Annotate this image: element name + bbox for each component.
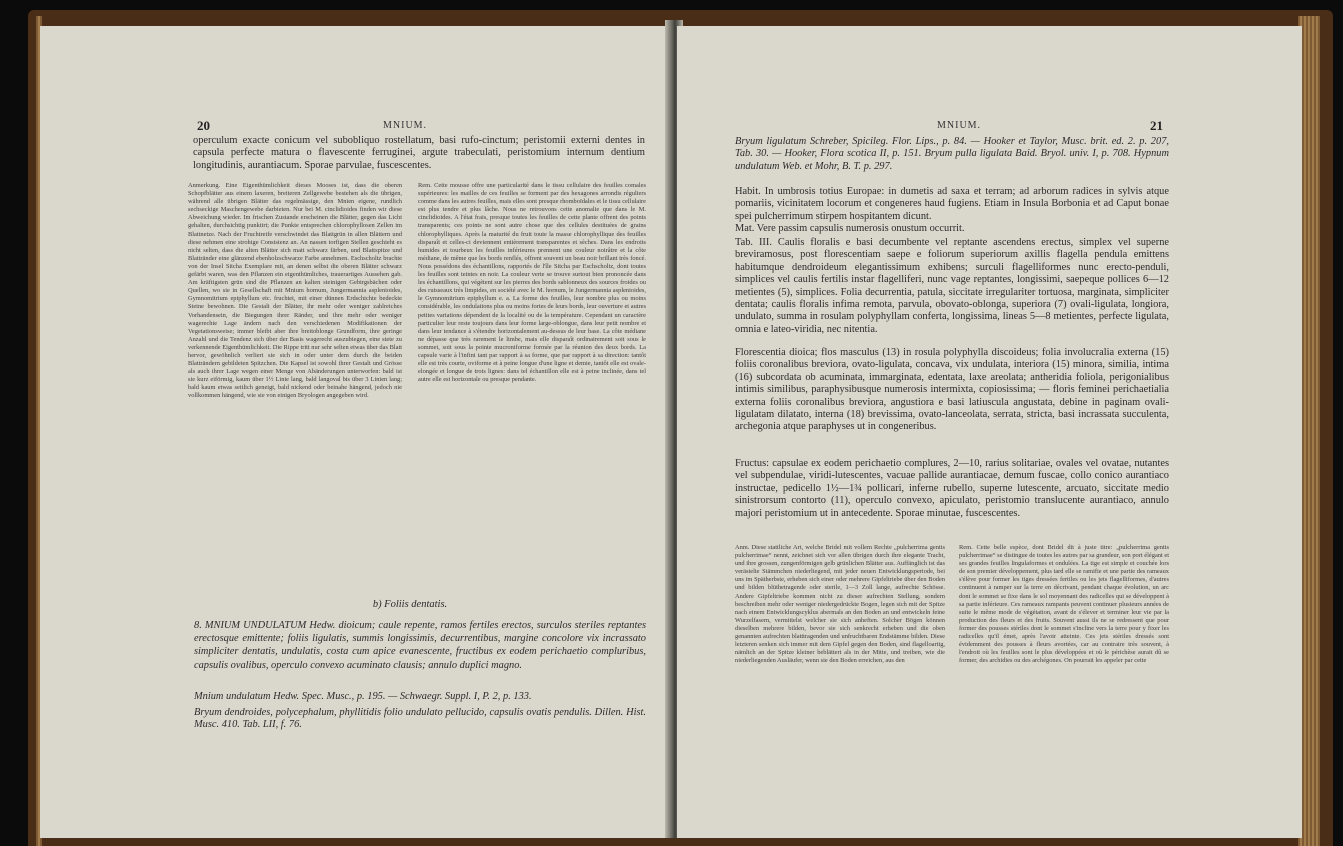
left-page: [40, 26, 671, 838]
left-top-paragraph: operculum exacte conicum vel subobliquo rostellatum, basi rufo-cinctum; peristomii externi dentes in capsula perfecte matura o flavescente ferruginei, argute trabeculati, peristomium internum dentium longitudinis, aurantiacum. Sporae parvulae, fuscescentes.: [193, 135, 645, 171]
species-heading: 8. MNIUM UNDULATUM Hedw. dioicum; caule repente, ramos fertiles erectos, surculos steriles reptantes erectosque emittente; foliis ligulatis, summis longissimis, decurrentibus, margine concolore vix incrassato simpliciter dentatis, undulatis, costa cum apice evanescente, fructibus ex eodem perichaetio compluribus, capsulis ovalibus, operculo convexo acuminato clausis; annulo duplici magno.: [194, 620, 646, 671]
right-french-column: Rem. Cette belle espèce, dont Bridel dit à juste titre: „pulcherrima gentis pulcherrimae“ se distingue de toutes les autres par sa grandeur, son port élégant et ses grandes feuilles lingulaformes et ondulées. La tige est simple et couchée lors de son premier développement, plus tard elle se ramifie et une partie des rameaux s'élève pour former les tiges dressées fertiles ou les jets flagelliformes, d'autres continuent à ramper sur la terre en décrivant, pendant chaque évolution, un arc dont le sommet se fixe dans le sol moyennant des radicelles qui se développent à sa partie inférieure. Ces rameaux rampants peuvent continuer plusieurs années de suite le même mode de végétation, avant de s'élever et terminer leur vie par la production des fleurs et des fruits. Souvent aussi ils ne se redressent que pour former des pousses stériles dont le sommet s'incline vers la terre pour y fixer les radicelles qu'il émet, après l'avoir atteinte. Ces jets stériles dressés sont évidemment des pousses à fleurs avortées, car au contraire très souvent, à l'endroit où les feuilles sont le plus développées et où le périchèse aurait dû se former, des archidies ou des archégones. On pourrait les appeler par cette: [959, 544, 1169, 665]
right-running-head: MNIUM.: [937, 120, 982, 131]
left-synonym-1: Mnium undulatum Hedw. Spec. Musc., p. 195. — Schwaegr. Suppl. I, P. 2, p. 133.: [194, 691, 532, 702]
left-subheading: b) Foliis dentatis.: [372, 599, 448, 610]
right-german-column: Anm. Diese stattliche Art, welche Bridel mit vollem Rechte „pulcherrima gentis pulcherrimae“ nennt, zeichnet sich vor allen übrigen durch ihre elegante Tracht, und ihre grossen, zungenförmigen gelb grünlichen Blätter aus. Auffänglich ist das verästelte Stämmchen niederliegend, mit jeder neuen Entwicklungsperiode, bei uns im Spätherbste, erheben sich einer oder mehrere Gipfeltriebe über den Boden und bilden blüthetragende oder sterile, 1—3 Zoll lange, aufrechte Schösse. Andere Gipfeltriebe kommen nicht zu dieser aufrechten Stellung, sondern beschreiben mehr oder weniger niedergedrückte Bogen, legen sich mit der Spitze nach einem Entwicklungscyklus abermals an den Boden an und entwickeln feine Wurzelfasern, vermittelst welcher sie sich anheften. Solcher Bögen können dieselben mehrere bilden, bevor sie sich senkrecht erheben und die oben genannten aufrechten blatttragenden und unfruchtbaren Endstämme bilden. Diese letzteren senken sich immer mit dem Gipfel gegen den Boden, sind flagelloartig, nämlich an der Spitze kleiner beblättert als in der Mitte, und treiben, wie die niederliegenden Ausläufer, wenn sie den Boden erreichen, aus den: [735, 544, 945, 665]
habit-paragraph: Habit. In umbrosis totius Europae: in dumetis ad saxa et terram; ad arborum radices in sylvis atque pomariis, vicinitatem locorum et congeneres haud fugiens. Etiam in Insula Borbonia et ad Caput bonae spei pulcherrimum stirpem hospitantem dicunt.: [735, 186, 1169, 222]
left-running-head: MNIUM.: [383, 120, 428, 131]
mat-paragraph: Mat. Vere passim capsulis numerosis onustum occurrit.: [735, 223, 965, 234]
tab-paragraph: Tab. III. Caulis floralis e basi decumbente vel reptante ascendens erectus, simplex vel superne breviramosus, post florescentiam saepe e foliorum superiorum axillis flagella pendula emittens habitumque dendroideum elegantissimum exhibens; surculi flagelliformes nunc erecto-penduli, simplices vel caulis fertilis instar flagelliferi, nunc vage reptantes, longissimi, saepeque pollices 6—12 metientes (5), simplices. Folia decurrentia, patula, siccitate irregulariter tortuosa, marginata, simpliciter dentata; caulis floralis infima remota, parvula, obovato-oblonga, superiora (7) ovali-ligulata, longiora, undulato, summa in rosulam polyphyllam conferta, longissima, lineas 5—8 metientes, perfecte ligulata, omnia e lateo-viridia, nec nitentia.: [735, 237, 1169, 335]
left-page-number: 20: [197, 118, 210, 133]
right-page: [677, 26, 1302, 838]
florescentia-paragraph: Florescentia dioica; flos masculus (13) in rosula polyphylla discoideus; folia involucralia externa (15) foliis coronalibus breviora, ovato-ligulata, concava, vix undulata, interiora (15) minora, similia, intima (16) subcordata ob acuminata, immarginata, edentata, laxe areolata; antheridia foliola, perigonialibus intimis similibus, paraphysibusque numerosis intermixta, copiosissima; — floris feminei perichaetialia externa foliis coronalibus breviora, angustiora e basi latiuscula angustata, debine in paginam ovali-ligulatam dilatato, interna (18) brevissima, ovato-lanceolata, serrata, stricta, basi incrassata succulenta, archegonia atque paraphyses ut in congeneribus.: [735, 347, 1169, 433]
fructus-paragraph: Fructus: capsulae ex eodem perichaetio complures, 2—10, rarius solitariae, ovales vel ovatae, nutantes vel subpendulae, viridi-lutescentes, vacuae pallide aurantiacae, demum fuscae, collo conico aurantiaco instructae, pedicello 1½—1¾ pollicari, inferne rubello, superne lutescente, arcuato, siccitate medio sinistrorsum contorto (11), operculo convexo, apiculato, peristomio translucente aurantiaco, annulo majori peristomium ut in antecedente. Sporae minutae, fuscescentes.: [735, 458, 1169, 519]
right-page-number: 21: [1150, 118, 1163, 133]
left-synonym-2: Bryum dendroides, polycephalum, phyllitidis folio undulato pellucido, capsulis ovatis pendulis. Dillen. Hist. Musc. 410. Tab. LII, f. 76.: [194, 707, 646, 731]
left-german-column: Anmerkung. Eine Eigenthümlichkeit dieses Mooses ist, dass die oberen Schopfblätter aus einem laxeren, breiteren Zellgewebe bestehen als die übrigen, während alle übrigen Blätter das regelmässige, den Mnien eigene, rundlich sechseckige Maschengewebe darbieten. Nur bei M. cinclidioides finden wir diese Abweichung wieder. Im frischen Zustande erscheinen die Blätter, gegen das Licht gehalten, durchsichtig punktirt; die Punkte entsprechen chlorophyllosen Zellen im Blattnetze. Nach der Fruchtreife verschwindet das Blattgrün in allen Blättern und diese nehmen eine strohige Consistenz an. An nassen torfigen Stellen geschieht es nicht selten, dass die alten Blätter sich matt schwarz färben, und Blattspitze und Blattränder eine glänzend ebenholzschwarze Farbe annehmen. Eschscholtz brachte von der Insel Sitcha Exemplare mit, an denen selbst die oberen Blätter schwarz gefärbt waren, was den Pflanzen ein eigenthümliches, trauerartiges Aussehen gab. Am kräftigsten grün sind die Pflanzen an kalten steinigen Gebirgsbächen oder Quellen, wo sie in Gesellschaft mit Mnium hornum, Jungermannia asplenioides, Gymnomitrium epiphyllum etc. fruchtet, mit einer dünnen Erdschichte bedeckte Steine bewohnen. Die Gestalt der Blätter, ihr mehr oder weniger zahlreiches Vorhandensein, die Biegungen ihrer Ränder, und ihre mehr oder weniger wagerechte Lage ändern nach den verschiedenen Modifikationen der Vegetationsweise; immer bleibt aber ihre breitoblonge Grundform, ihre geringe Anzahl und die Tendenz sich über der Basis wagerecht auszubiegen, eine stete zu verkennende Eigenthümlichkeit. Die Rippe tritt nur sehr selten etwas über das Blatt hervor, gewöhnlich verliert sie sich in oder unter dem durch die beiden Blatträndern gebildeten Spitzchen. Die Kapsel ist sowohl ihrer Gestalt und Grösse als auch ihrer Lage wegen einer Menge von Abänderungen unterworfen: bald ist sie kurz eiförmig, kaum über 1½ Linie lang, bald langoval bis über 3 Linien lang; bald kaum etwas seitlich geneigt, bald nickend oder beinahe hängend, jedoch nie vollkommen hängend, wie sie von einigen Bryologen angegeben wird.: [188, 182, 402, 400]
right-synonyms: Bryum ligulatum Schreber, Spicileg. Flor. Lips., p. 84. — Hooker et Taylor, Musc. brit. ed. 2. p. 207, Tab. 30. — Hooker, Flora scotica II, p. 151. Bryum pulla ligulata Baid. Bryol. univ. I, p. 708. Hypnum undulatum Web. et Mohr, B. T. p. 297.: [735, 136, 1169, 172]
left-french-column: Rem. Cette mousse offre une particularité dans le tissu cellulaire des feuilles comales supérieures: les mailles de ces feuilles se forment par des hexagones arrondis réguliers comme dans les autres feuilles, mais elles sont presque rhomboïdales et le tissu cellulaire est plus tendre et plus lâche. Nous ne retrouvons cette anomalie que dans le M. cinclidioides. A l'état frais, presque toutes les feuilles de cette plante offrent des points transparents; ces points ne sont autre chose que des cellules destituées de grains chlorophylliques. Après la maturité du fruit toute la masse chlorophyllique des feuilles disparaît et celles-ci deviennent entièrement transparentes et sèches. Dans les endroits humides et tourbeux les feuilles inférieures prennent une couleur noirâtre et la côte médiane, de même que les bords renflés, offrent souvent un beau noir brillant très foncé. Nous possédons des échantillons, rapportés de l'île Sitcha par Eschscholtz, dont toutes les feuilles sont teintes en noir. La couleur verte se trouve surtout bien prononcée dans les échantillons, qui végètent sur les pierres des bords sablonneux des sources froides ou des ruisseaux très limpides, en société avec le M. hornum, le Jungermannia asplenioides, le Gymnomitrium epiphyllum e. a. La forme des feuilles, leur nombre plus ou moins considérable, les ondulations plus ou moins fortes de leurs bords, leur ouverture et autres petites variations dépendent de la localité ou de la température. Cependant un caractère particulier leur reste toujours dans leur forme large-oblongue, dans leur petit nombre et dans leur tendance à s'étendre horizontalement au-dessus de leur base. La côte médiane ne dépasse que très rarement le limbe, mais elle disparaît ordinairement soit sous le sommet, soit sous la pointe mucroniforme formée par la réunion des deux bords. La capsule varie à l'infini tant par rapport à sa forme, que par rapport à sa direction: tantôt elle est très courte, oviforme et à peine longue d'une ligne et demie, tantôt elle est ovale-elongée et longue de trois lignes: dans tel échantillon elle est à peine inclinée, dans tel autre elle est horizontale ou presque pendante.: [418, 182, 646, 384]
